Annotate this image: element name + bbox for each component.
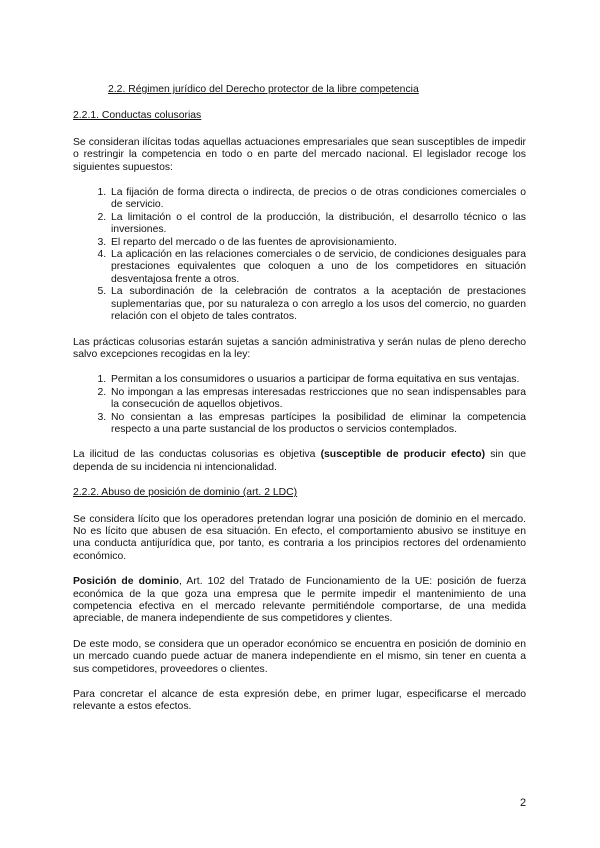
section-title: 2.2. Régimen jurídico del Derecho protector de la libre competencia [108,84,419,95]
excepciones-list [73,374,526,436]
ilicitud-text-end: sin que dependa de su incidencia ni intencionalidad. [73,449,526,473]
list-item: 2. No impongan a las empresas interesadas restricciones que no sean indispensables para la consecución de aquellos objetivos. [109,387,526,412]
list-item: 3. El reparto del mercado o de las fuentes de aprovisionamiento. [109,237,526,249]
posicion-dominio-definition: , Art. 102 del Tratado de Funcionamiento de la UE: posición de fuerza económica de la que goza una empresa que le permite impedir el mantenimiento de una competencia efectiva en el mercado relevante permitiéndole comportarse, de una medida apreciable, de manera independiente de sus competidores y clientes. [73,576,526,625]
intro-paragraph: Se consideran ilícitas todas aquellas actuaciones empresariales que sean susceptibles de impedir o restringir la competencia en todo o en parte del mercado nacional. El legislador recoge los siguientes supuestos: [73,136,526,173]
list-item: 3. No consientan a las empresas partícipes la posibilidad de eliminar la competencia respecto a una parte sustancial de los productos o servicios contemplados. [109,412,526,437]
licito-paragraph: Se considera lícito que los operadores pretendan lograr una posición de dominio en el mercado. No es lícito que abusen de esa situación. En efecto, el comportamiento abusivo se instituye en una conducta antijurídica que, por tanto, es contraria a los principios rectores del ordenamiento económico. [73,513,526,562]
list-item: 1. La fijación de forma directa o indirecta, de precios o de otras condiciones comerciales o de servicio. [109,187,526,212]
subsection-title-abuso-posicion: 2.2.2. Abuso de posición de dominio (art. 2 LDC) [73,487,298,499]
list-item: 4. La aplicación en las relaciones comerciales o de servicio, de condiciones desiguales para prestaciones equivalentes que coloquen a uno de los competidores en situación desventajosa frente a otros. [109,249,526,286]
sanciones-paragraph: Las prácticas colusorias estarán sujetas a sanción administrativa y serán nulas de pleno derecho salvo excepciones recogidas en la ley: [73,336,526,360]
ilicitud-paragraph [73,449,526,474]
mercado-relevante-paragraph: Para concretar el alcance de esta expresión debe, en primer lugar, especificarse el mercado relevante a estos efectos. [73,689,526,713]
list-item: 5. La subordinación de la celebración de contratos a la aceptación de prestaciones suplementarias que, por su naturaleza o con arreglo a los usos del comercio, no guarden relación con el objeto de tales contratos. [109,286,526,323]
supuestos-list [73,187,526,323]
posicion-dominio-term: Posición de dominio [73,576,180,588]
ilicitud-bold-text: (susceptible de producir efecto) [320,449,486,461]
list-item: 2. La limitación o el control de la producción, la distribución, el desarrollo técnico o las inversiones. [109,212,526,237]
operador-paragraph: De este modo, se considera que un operador económico se encuentra en posición de dominio en un mercado cuando puede actuar de manera independiente en el mismo, sin tener en cuenta a sus competidores, proveedores o clientes. [73,638,526,675]
ilicitud-text-start: La ilicitud de las conductas colusorias es objetiva [73,449,321,461]
document-page [73,84,526,727]
list-item: 1. Permitan a los consumidores o usuarios a participar de forma equitativa en sus ventajas. [109,374,526,386]
page-number: 2 [520,797,527,809]
posicion-dominio-paragraph [73,576,526,626]
subsection-title-conductas-colusorias: 2.2.1. Conductas colusorias [73,110,202,122]
